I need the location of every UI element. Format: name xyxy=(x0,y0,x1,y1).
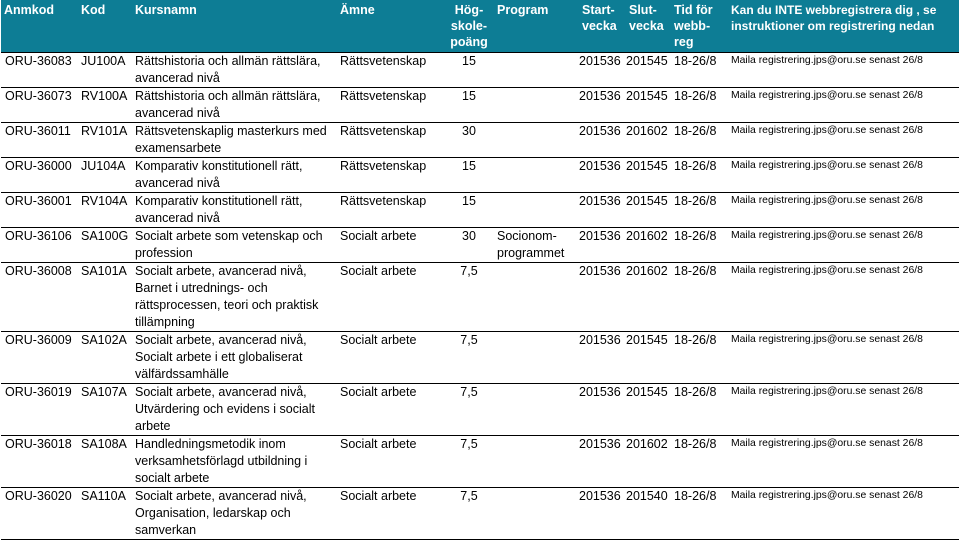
cell-instruktion: Maila registrering.jps@oru.se senast 26/8 xyxy=(728,435,959,487)
cell-amne: Rättsvetenskap xyxy=(337,87,444,122)
table-row xyxy=(1,52,959,87)
cell-kod: RV100A xyxy=(78,87,132,122)
header-row xyxy=(1,0,959,52)
table-row xyxy=(1,87,959,122)
cell-amne: Socialt arbete xyxy=(337,383,444,435)
header-slutvecka: Slut-vecka xyxy=(626,0,671,52)
cell-kursnamn: Rättshistoria och allmän rättslära, avancerad nivå xyxy=(132,87,337,122)
cell-anmkod: ORU-36018 xyxy=(1,435,78,487)
cell-program xyxy=(494,331,579,383)
cell-program xyxy=(494,52,579,87)
cell-kursnamn: Handledningsmetodik inom verksamhetsförlagd utbildning i socialt arbete xyxy=(132,435,337,487)
cell-webbreg: 18-26/8 xyxy=(671,52,728,87)
header-amne: Ämne xyxy=(337,0,444,52)
cell-program xyxy=(494,262,579,331)
cell-kod: JU104A xyxy=(78,157,132,192)
cell-hogskolepoang: 15 xyxy=(444,87,494,122)
table-row xyxy=(1,122,959,157)
cell-program: Socionom-programmet xyxy=(494,227,579,262)
cell-slutvecka: 201545 xyxy=(626,383,671,435)
cell-amne: Socialt arbete xyxy=(337,331,444,383)
table-header xyxy=(1,0,959,52)
cell-hogskolepoang: 30 xyxy=(444,122,494,157)
cell-kod: SA102A xyxy=(78,331,132,383)
cell-hogskolepoang: 7,5 xyxy=(444,383,494,435)
cell-kursnamn: Socialt arbete, avancerad nivå, Barnet i utrednings- och rättsprocessen, teori och praktisk tillämpning xyxy=(132,262,337,331)
cell-program xyxy=(494,192,579,227)
cell-startvecka: 201536 xyxy=(579,227,626,262)
cell-instruktion: Maila registrering.jps@oru.se senast 26/8 xyxy=(728,487,959,539)
table-row xyxy=(1,227,959,262)
cell-anmkod: ORU-36073 xyxy=(1,87,78,122)
cell-hogskolepoang: 7,5 xyxy=(444,435,494,487)
cell-kursnamn: Socialt arbete, avancerad nivå, Utvärdering och evidens i socialt arbete xyxy=(132,383,337,435)
cell-webbreg: 18-26/8 xyxy=(671,122,728,157)
cell-slutvecka: 201602 xyxy=(626,227,671,262)
cell-program xyxy=(494,87,579,122)
cell-hogskolepoang: 15 xyxy=(444,52,494,87)
cell-anmkod: ORU-36001 xyxy=(1,192,78,227)
cell-instruktion: Maila registrering.jps@oru.se senast 26/8 xyxy=(728,383,959,435)
cell-anmkod: ORU-36019 xyxy=(1,383,78,435)
cell-anmkod: ORU-36020 xyxy=(1,487,78,539)
cell-webbreg: 18-26/8 xyxy=(671,435,728,487)
cell-anmkod: ORU-36008 xyxy=(1,262,78,331)
cell-instruktion: Maila registrering.jps@oru.se senast 26/8 xyxy=(728,52,959,87)
cell-startvecka: 201536 xyxy=(579,52,626,87)
cell-slutvecka: 201602 xyxy=(626,435,671,487)
cell-kod: SA108A xyxy=(78,435,132,487)
cell-program xyxy=(494,157,579,192)
cell-kursnamn: Rättshistoria och allmän rättslära, avancerad nivå xyxy=(132,52,337,87)
cell-hogskolepoang: 30 xyxy=(444,227,494,262)
cell-webbreg: 18-26/8 xyxy=(671,157,728,192)
cell-startvecka: 201536 xyxy=(579,331,626,383)
cell-hogskolepoang: 7,5 xyxy=(444,262,494,331)
cell-amne: Socialt arbete xyxy=(337,487,444,539)
header-kursnamn: Kursnamn xyxy=(132,0,337,52)
cell-slutvecka: 201545 xyxy=(626,52,671,87)
cell-webbreg: 18-26/8 xyxy=(671,487,728,539)
header-hogskolepoang: Hög-skole-poäng xyxy=(444,0,494,52)
cell-slutvecka: 201545 xyxy=(626,87,671,122)
header-kod: Kod xyxy=(78,0,132,52)
cell-kod: SA101A xyxy=(78,262,132,331)
cell-kod: JU100A xyxy=(78,52,132,87)
cell-kod: SA100G xyxy=(78,227,132,262)
cell-webbreg: 18-26/8 xyxy=(671,227,728,262)
cell-startvecka: 201536 xyxy=(579,435,626,487)
cell-slutvecka: 201540 xyxy=(626,487,671,539)
cell-webbreg: 18-26/8 xyxy=(671,383,728,435)
cell-kod: RV104A xyxy=(78,192,132,227)
table-row xyxy=(1,157,959,192)
header-anmkod: Anmkod xyxy=(1,0,78,52)
cell-amne: Socialt arbete xyxy=(337,262,444,331)
cell-amne: Socialt arbete xyxy=(337,435,444,487)
cell-program xyxy=(494,383,579,435)
cell-amne: Socialt arbete xyxy=(337,227,444,262)
table-row xyxy=(1,383,959,435)
cell-kursnamn: Rättsvetenskaplig masterkurs med examensarbete xyxy=(132,122,337,157)
header-webbreg: Tid för webb-reg xyxy=(671,0,728,52)
cell-amne: Rättsvetenskap xyxy=(337,157,444,192)
cell-instruktion: Maila registrering.jps@oru.se senast 26/8 xyxy=(728,331,959,383)
cell-webbreg: 18-26/8 xyxy=(671,192,728,227)
cell-startvecka: 201536 xyxy=(579,487,626,539)
cell-amne: Rättsvetenskap xyxy=(337,192,444,227)
header-instruktioner: Kan du INTE webbregistrera dig , se instruktioner om registrering nedan xyxy=(728,0,959,52)
cell-instruktion: Maila registrering.jps@oru.se senast 26/8 xyxy=(728,157,959,192)
cell-instruktion: Maila registrering.jps@oru.se senast 26/8 xyxy=(728,122,959,157)
cell-startvecka: 201536 xyxy=(579,87,626,122)
header-startvecka: Start-vecka xyxy=(579,0,626,52)
cell-kursnamn: Komparativ konstitutionell rätt, avancerad nivå xyxy=(132,192,337,227)
cell-webbreg: 18-26/8 xyxy=(671,331,728,383)
table-row xyxy=(1,487,959,539)
cell-webbreg: 18-26/8 xyxy=(671,87,728,122)
cell-anmkod: ORU-36106 xyxy=(1,227,78,262)
cell-instruktion: Maila registrering.jps@oru.se senast 26/8 xyxy=(728,192,959,227)
cell-slutvecka: 201545 xyxy=(626,192,671,227)
cell-hogskolepoang: 15 xyxy=(444,157,494,192)
cell-kursnamn: Komparativ konstitutionell rätt, avancerad nivå xyxy=(132,157,337,192)
cell-slutvecka: 201545 xyxy=(626,331,671,383)
cell-webbreg: 18-26/8 xyxy=(671,262,728,331)
cell-kursnamn: Socialt arbete, avancerad nivå, Socialt arbete i ett globaliserat välfärdssamhälle xyxy=(132,331,337,383)
cell-hogskolepoang: 7,5 xyxy=(444,487,494,539)
cell-amne: Rättsvetenskap xyxy=(337,52,444,87)
cell-instruktion: Maila registrering.jps@oru.se senast 26/8 xyxy=(728,87,959,122)
course-table xyxy=(1,0,959,540)
table-row xyxy=(1,331,959,383)
cell-startvecka: 201536 xyxy=(579,157,626,192)
cell-program xyxy=(494,435,579,487)
cell-slutvecka: 201602 xyxy=(626,122,671,157)
cell-amne: Rättsvetenskap xyxy=(337,122,444,157)
cell-hogskolepoang: 15 xyxy=(444,192,494,227)
cell-hogskolepoang: 7,5 xyxy=(444,331,494,383)
cell-startvecka: 201536 xyxy=(579,122,626,157)
cell-instruktion: Maila registrering.jps@oru.se senast 26/8 xyxy=(728,262,959,331)
table-row xyxy=(1,192,959,227)
cell-anmkod: ORU-36011 xyxy=(1,122,78,157)
cell-startvecka: 201536 xyxy=(579,192,626,227)
cell-program xyxy=(494,122,579,157)
cell-slutvecka: 201602 xyxy=(626,262,671,331)
cell-anmkod: ORU-36083 xyxy=(1,52,78,87)
cell-startvecka: 201536 xyxy=(579,383,626,435)
cell-kod: SA110A xyxy=(78,487,132,539)
table-row xyxy=(1,435,959,487)
cell-slutvecka: 201545 xyxy=(626,157,671,192)
cell-kod: RV101A xyxy=(78,122,132,157)
cell-kursnamn: Socialt arbete som vetenskap och profession xyxy=(132,227,337,262)
cell-startvecka: 201536 xyxy=(579,262,626,331)
table-body xyxy=(1,52,959,539)
cell-anmkod: ORU-36000 xyxy=(1,157,78,192)
header-program: Program xyxy=(494,0,579,52)
cell-anmkod: ORU-36009 xyxy=(1,331,78,383)
cell-instruktion: Maila registrering.jps@oru.se senast 26/8 xyxy=(728,227,959,262)
cell-program xyxy=(494,487,579,539)
cell-kod: SA107A xyxy=(78,383,132,435)
table-row xyxy=(1,262,959,331)
cell-kursnamn: Socialt arbete, avancerad nivå, Organisation, ledarskap och samverkan xyxy=(132,487,337,539)
